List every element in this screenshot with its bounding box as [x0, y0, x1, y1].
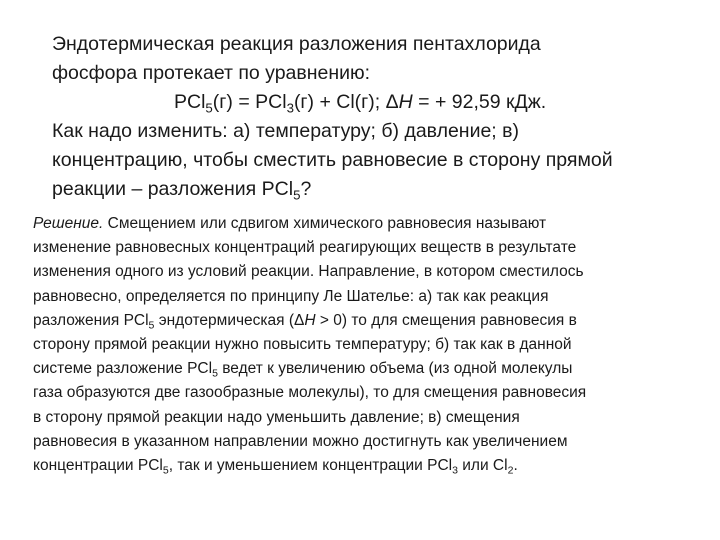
- subscript: 5: [148, 319, 155, 332]
- solution-text: концентрации PCl: [33, 457, 163, 475]
- subscript: 2: [507, 464, 514, 477]
- formula-text: (г): [293, 91, 315, 113]
- solution-line: [33, 454, 693, 478]
- solution-text: системе разложение PCl: [33, 360, 213, 378]
- formula-text: + Cl(г); Δ: [314, 91, 399, 113]
- problem-line: Эндотермическая реакция разложения пентахлорида: [52, 33, 541, 55]
- reaction-equation: [52, 88, 692, 117]
- solution-line: равновесно, определяется по принципу Ле Шателье: а) так как реакция: [33, 287, 549, 305]
- problem-text: реакции – разложения PCl: [52, 178, 294, 200]
- enthalpy-symbol: H: [398, 91, 413, 113]
- subscript: 3: [452, 464, 458, 477]
- solution-line: [33, 357, 693, 381]
- solution-text: .: [513, 457, 518, 475]
- problem-statement: [52, 30, 692, 204]
- solution-text: или Cl: [457, 457, 508, 475]
- enthalpy-value: = + 92,59 кДж.: [412, 91, 547, 113]
- solution-line: изменения одного из условий реакции. Направление, в котором сместилось: [33, 263, 584, 281]
- solution-text: эндотермическая (Δ: [154, 311, 305, 329]
- problem-line: фосфора протекает по уравнению:: [52, 62, 371, 84]
- solution-line: равновесия в указанном направлении можно достигнуть как увеличением: [33, 432, 568, 450]
- solution-text: Смещением или сдвигом химического равновесия называют: [103, 215, 547, 232]
- solution-text: ведет к увеличению объема (из одной молекулы: [217, 360, 573, 378]
- enthalpy-symbol: H: [304, 311, 316, 329]
- solution-text: > 0) то для смещения равновесия в: [315, 311, 577, 329]
- solution-line: газа образуются две газообразные молекулы), то для смещения равновесия: [33, 384, 587, 402]
- solution-text: , так и уменьшением концентрации PCl: [168, 457, 453, 475]
- problem-line: концентрацию, чтобы сместить равновесие в сторону прямой: [52, 149, 613, 171]
- formula-text: (г): [212, 91, 233, 113]
- problem-line: Как надо изменить: а) температуру; б) давление; в): [52, 120, 519, 142]
- subscript: 5: [205, 100, 213, 116]
- formula-text: PCl: [255, 91, 287, 113]
- solution-line: в сторону прямой реакции надо уменьшить давление; в) смещения: [33, 408, 520, 426]
- subscript: 5: [293, 187, 301, 203]
- problem-text: ?: [300, 178, 312, 200]
- solution-line: [33, 212, 693, 236]
- solution-text: [33, 212, 693, 478]
- formula-text: PCl: [174, 91, 206, 113]
- problem-line: [52, 175, 692, 204]
- solution-line: сторону прямой реакции нужно повысить температуру; б) так как в данной: [33, 336, 572, 354]
- subscript: 5: [162, 464, 169, 477]
- solution-line: изменение равновесных концентраций реагирующих веществ в результате: [33, 239, 577, 257]
- solution-line: [33, 309, 693, 333]
- formula-text: =: [232, 91, 256, 113]
- solution-label: Решение.: [33, 215, 104, 232]
- subscript: 3: [286, 100, 294, 116]
- subscript: 5: [212, 367, 218, 380]
- solution-text: разложения PCl: [33, 311, 149, 329]
